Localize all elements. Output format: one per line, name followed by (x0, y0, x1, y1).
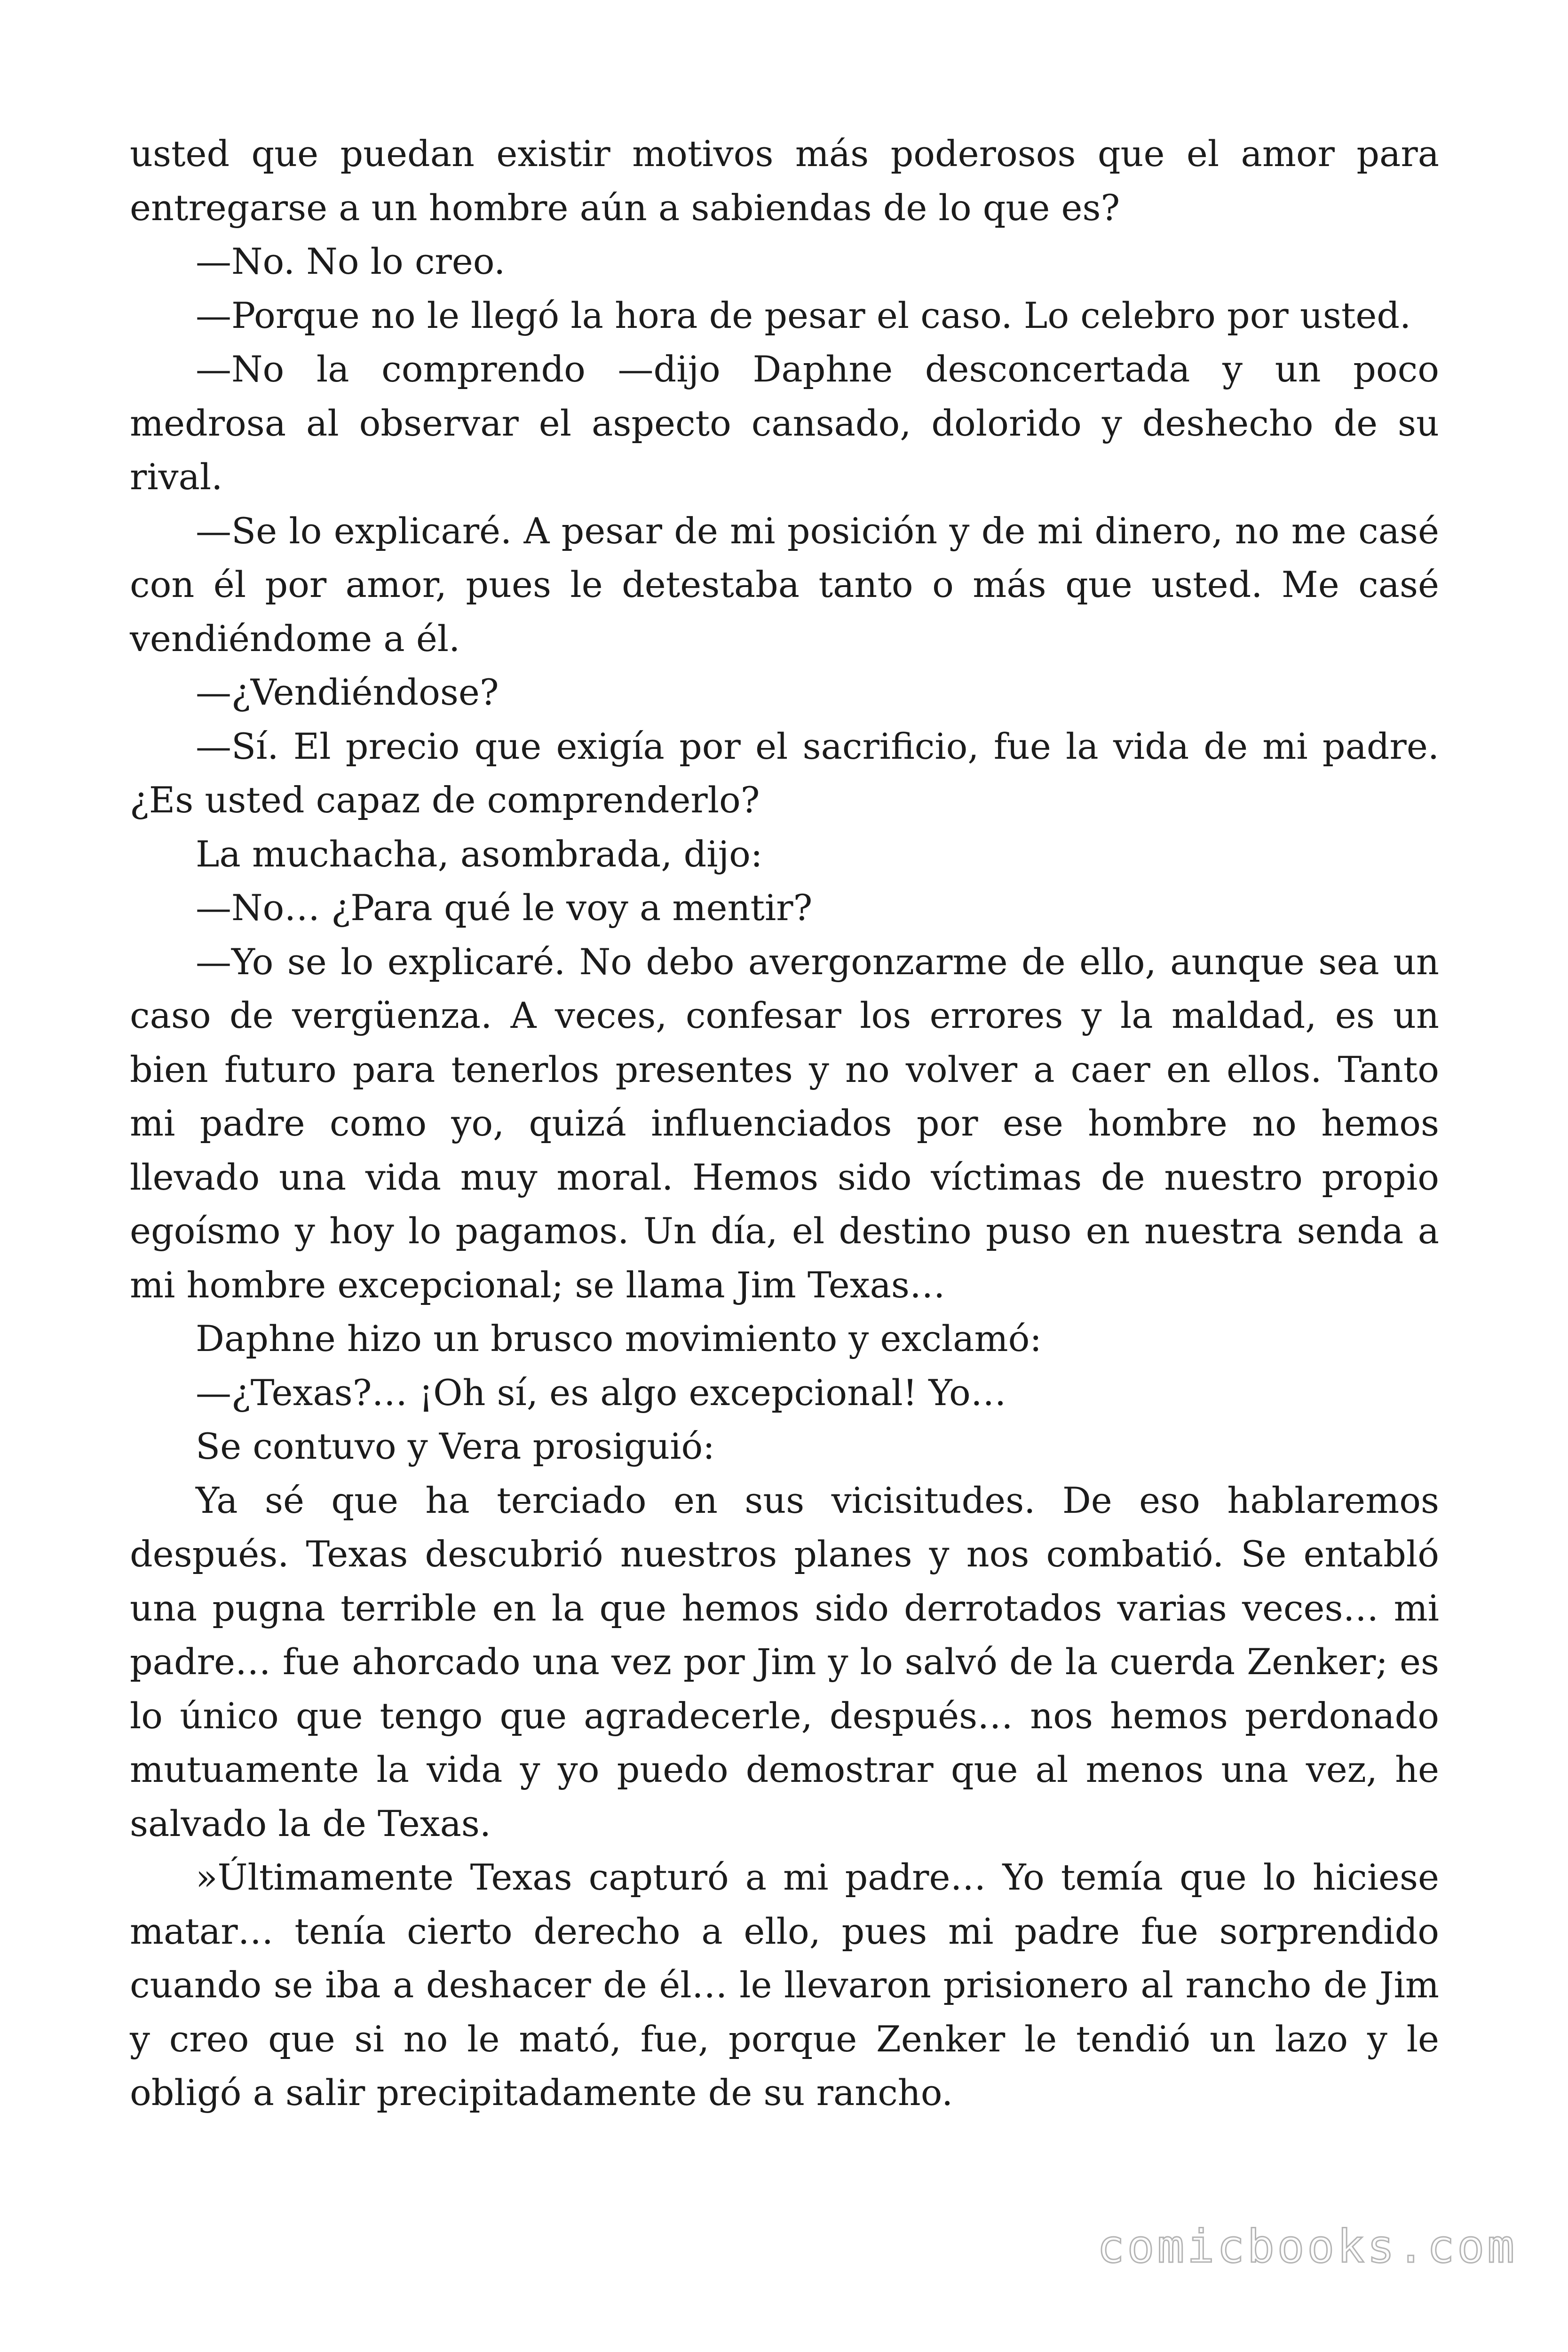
paragraph: —No. No lo creo. (196, 240, 506, 282)
body-text (130, 127, 1439, 2120)
watermark: comicbooks.com (1097, 2220, 1517, 2273)
paragraph: —Porque no le llegó la hora de pesar el caso. Lo celebro por usted. (196, 294, 1411, 336)
paragraph: La muchacha, asombrada, dijo: (196, 833, 763, 875)
paragraph: —Se lo explicaré. A pesar de mi posición y de mi dinero, no me casé con él por amor, pues le detestaba tanto o más que usted. Me casé vendiéndome a él. (130, 509, 1439, 660)
paragraph: Se contuvo y Vera prosiguió: (196, 1425, 715, 1467)
paragraph: —No… ¿Para qué le voy a mentir? (196, 887, 813, 929)
paragraph: —¿Vendiéndose? (196, 671, 499, 713)
paragraph: —No la comprendo —dijo Daphne desconcertada y un poco medrosa al observar el aspecto cansado, dolorido y deshecho de su rival. (130, 348, 1439, 498)
paragraph: usted que puedan existir motivos más poderosos que el amor para entregarse a un hombre aún a sabiendas de lo que es? (130, 133, 1439, 229)
paragraph: Daphne hizo un brusco movimiento y exclamó: (196, 1318, 1042, 1359)
paragraph: Ya sé que ha terciado en sus vicisitudes. De eso hablaremos después. Texas descubrió nuestros planes y nos combatió. Se entabló una pugna terrible en la que hemos sido derrotados varias veces… mi padre… fue ahorcado una vez por Jim y lo salvó de la cuerda Zenker; es lo único que tengo que agradecerle, después… nos hemos perdonado mutuamente la vida y yo puedo demostrar que al menos una vez, he salvado la de Texas. (130, 1479, 1439, 1844)
paragraph: —Yo se lo explicaré. No debo avergonzarme de ello, aunque sea un caso de vergüenza. A veces, confesar los errores y la maldad, es un bien futuro para tenerlos presentes y no volver a caer en ellos. Tanto mi padre como yo, quizá influenciados por ese hombre no hemos llevado una vida muy moral. Hemos sido víctimas de nuestro propio egoísmo y hoy lo pagamos. Un día, el destino puso en nuestra senda a mi hombre excepcional; se llama Jim Texas… (130, 940, 1439, 1306)
paragraph: —¿Texas?… ¡Oh sí, es algo excepcional! Yo… (196, 1371, 1006, 1414)
paragraph: —Sí. El precio que exigía por el sacrificio, fue la vida de mi padre. ¿Es usted capaz de comprenderlo? (130, 725, 1439, 821)
paragraph: »Últimamente Texas capturó a mi padre… Yo temía que lo hiciese matar… tenía cierto derecho a ello, pues mi padre fue sorprendido cuando se iba a deshacer de él… le llevaron prisionero al rancho de Jim y creo que si no le mató, fue, porque Zenker le tendió un lazo y le obligó a salir precipitadamente de su rancho. (130, 1856, 1439, 2114)
